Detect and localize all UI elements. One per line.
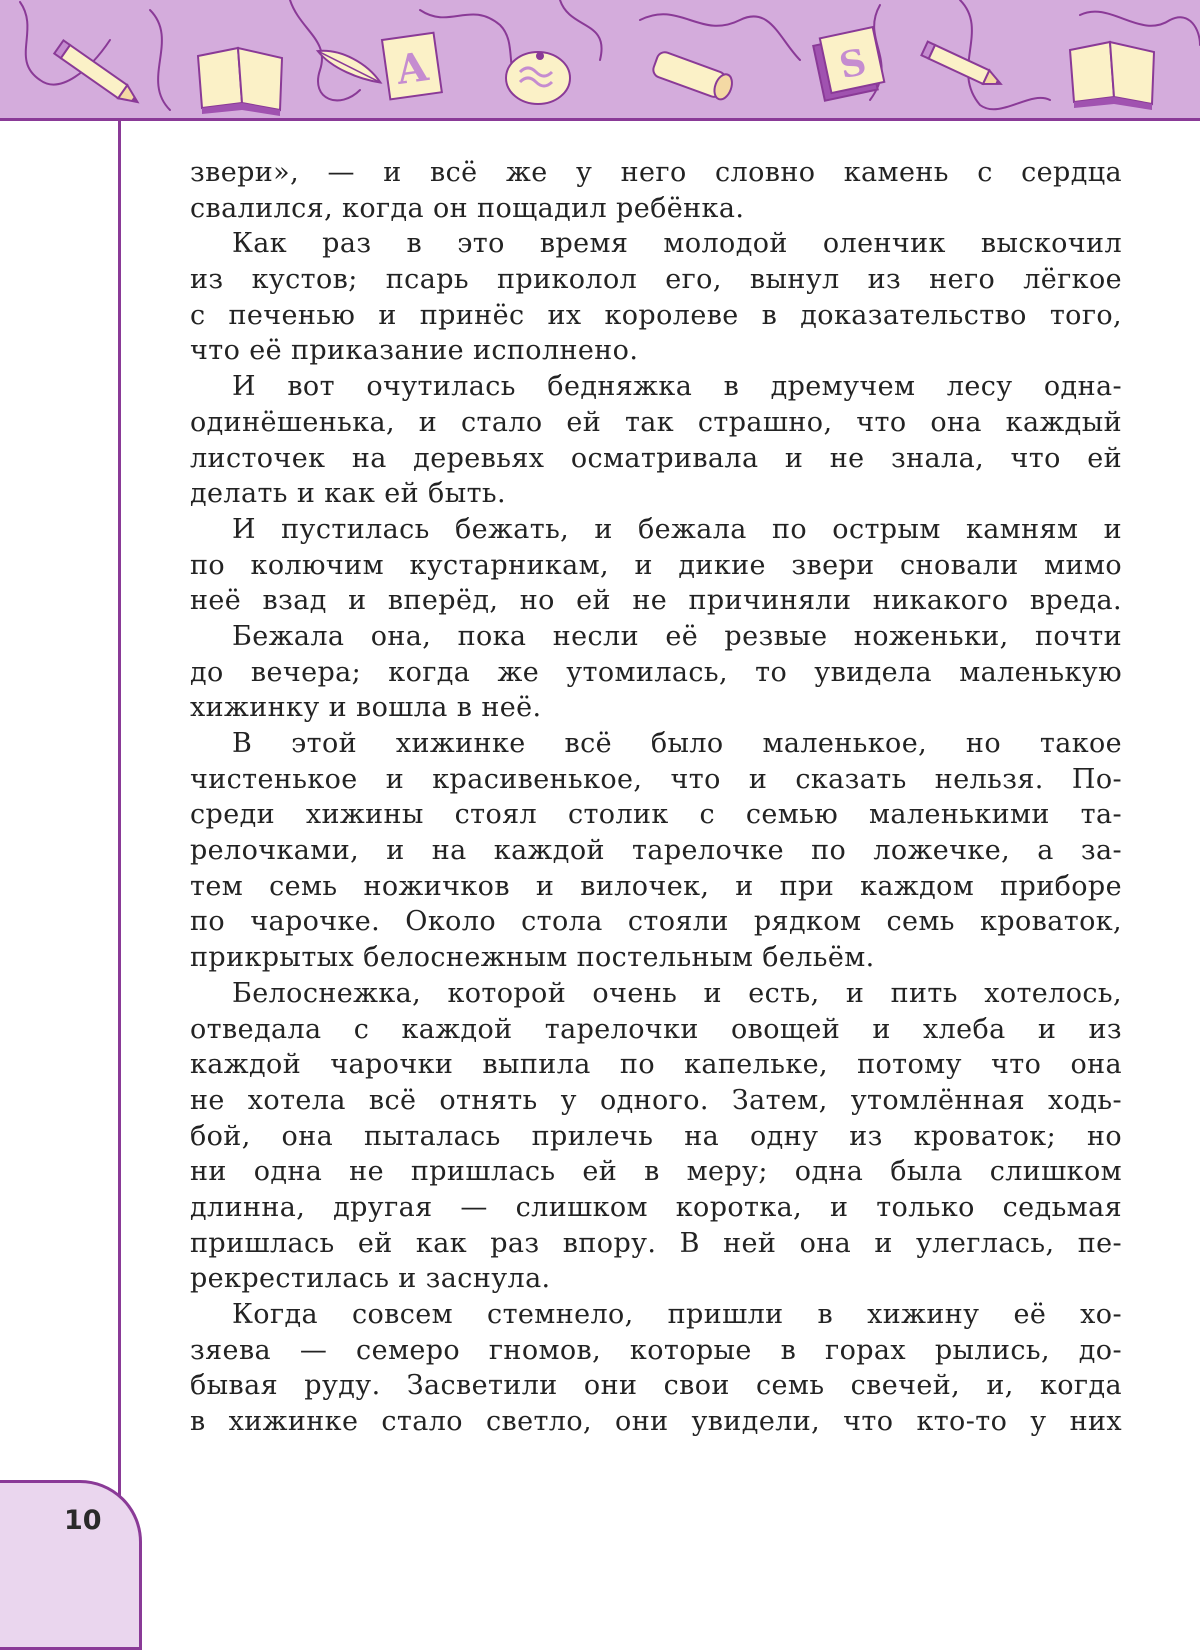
pencil-icon: [921, 42, 1003, 91]
text-line: зяева — семеро гномов, которые в горах рылись, до-: [190, 1334, 1122, 1366]
pencil-icon: [54, 40, 142, 108]
text-line: пришлась ей как раз впору. В ней она и улеглась, пе-: [190, 1227, 1122, 1259]
text-line: из кустов; псарь приколол его, вынул из него лёгкое: [190, 264, 1122, 296]
text-line: И вот очутилась бедняжка в дремучем лесу одна-: [232, 371, 1122, 403]
text-line: до вечера; когда же утомилась, то увидела маленькую: [190, 656, 1122, 688]
text-line: Белоснежка, которой очень и есть, и пить хотелось,: [232, 977, 1122, 1009]
text-line: делать и как ей быть.: [190, 478, 506, 510]
text-line: релочками, и на каждой тарелочке по ложечке, а за-: [190, 835, 1122, 867]
scroll-seal-icon: [506, 52, 570, 104]
text-line: длинна, другая — слишком коротка, и только седьмая: [190, 1191, 1122, 1223]
text-line: по колючим кустарникам, и дикие звери сновали мимо: [190, 549, 1122, 581]
text-line: бывая руду. Засветили они свои семь свечей, и, когда: [190, 1370, 1122, 1402]
left-margin-rule: [118, 118, 121, 1604]
text-line: что её приказание исполнено.: [190, 335, 639, 367]
text-line: не хотела всё отнять у одного. Затем, утомлённая ходь-: [190, 1084, 1122, 1116]
open-book-icon: [198, 48, 282, 116]
text-line: чистенькое и красивенькое, что и сказать нельзя. По-: [190, 763, 1122, 795]
text-line: каждой чарочки выпила по капельке, потому что она: [190, 1049, 1122, 1081]
text-line: листочек на деревьях осматривала и не знала, что ей: [190, 442, 1122, 474]
letter-card-icon: [382, 33, 442, 100]
text-line: среди хижины стоял столик с семью маленькими та-: [190, 799, 1122, 831]
text-line: свалился, когда он пощадил ребёнка.: [190, 192, 745, 224]
text-line: звери», — и всё же у него словно камень с сердца: [190, 157, 1122, 188]
text-line: бой, она пыталась прилечь на одну из кроваток; но: [190, 1120, 1122, 1152]
svg-text:S: S: [835, 40, 870, 88]
text-line: в хижинке стало светло, они увидели, что кто-то у них: [190, 1406, 1122, 1438]
rolled-scroll-icon: [651, 50, 735, 102]
decorative-header-banner: [0, 0, 1200, 121]
story-text: [190, 155, 1122, 1440]
text-line: с печенью и принёс их королеве в доказательство того,: [190, 299, 1122, 331]
text-line: по чарочке. Около стола стояли рядком семь кроваток,: [190, 906, 1122, 938]
header-ornament: [0, 0, 1200, 118]
text-line: Как раз в это время молодой оленчик выскочил: [232, 228, 1122, 260]
text-line: тем семь ножичков и вилочек, и при каждом приборе: [190, 870, 1122, 902]
text-line: И пустилась бежать, и бежала по острым камням и: [232, 513, 1122, 545]
page-number: 10: [64, 1505, 102, 1536]
text-line: рекрестилась и заснула.: [190, 1263, 551, 1295]
open-book-icon: [1070, 42, 1154, 110]
text-line: отведала с каждой тарелочки овощей и хлеба и из: [190, 1013, 1122, 1045]
text-line: Бежала она, пока несли её резвые ноженьки, почти: [232, 620, 1122, 652]
text-line: В этой хижинке всё было маленькое, но такое: [232, 728, 1122, 759]
decorative-strings: [20, 0, 1200, 110]
text-line: прикрытых белоснежным постельным бельём.: [190, 942, 875, 974]
stacked-books-icon: [812, 27, 886, 101]
text-line: одинёшенька, и стало ей так страшно, что она каждый: [190, 406, 1122, 438]
text-line: неё взад и вперёд, но ей не причиняли никакого вреда.: [190, 585, 1122, 617]
text-line: Когда совсем стемнело, пришли в хижину её хо-: [232, 1299, 1122, 1330]
quill-icon: [315, 44, 385, 87]
text-line: хижинку и вошла в неё.: [190, 692, 542, 724]
text-line: ни одна не пришлась ей в меру; одна была слишком: [190, 1156, 1122, 1188]
svg-text:A: A: [393, 43, 431, 94]
